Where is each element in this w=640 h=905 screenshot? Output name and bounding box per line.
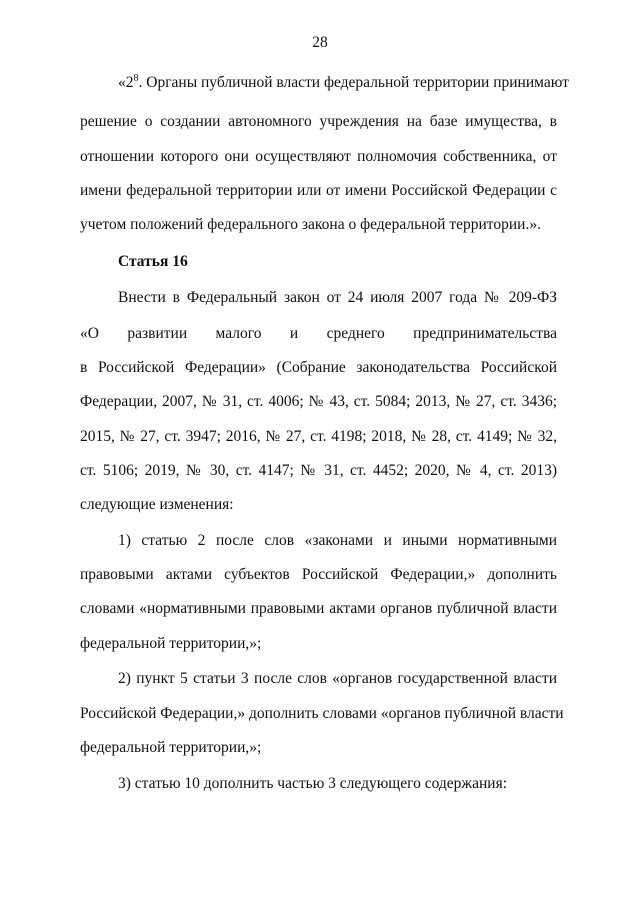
- paragraph-1-line-2: решение о создании автономного учреждения на базе имущества, в: [80, 113, 557, 130]
- paragraph-2-line-4: Федерации, 2007, № 31, ст. 4006; № 43, ст. 5084; 2013, № 27, ст. 3436;: [80, 393, 557, 410]
- item-3-line-1: 3) статью 10 дополнить частью 3 следующего содержания:: [118, 775, 508, 792]
- paragraph-1-line-4: имени федеральной территории или от имени Российской Федерации с: [80, 182, 557, 199]
- paragraph-2-line-6: ст. 5106; 2019, № 30, ст. 4147; № 31, ст. 4452; 2020, № 4, ст. 2013): [80, 462, 557, 479]
- item-1-line-3: словами «нормативными правовыми актами органов публичной власти: [80, 600, 557, 617]
- paragraph-2-line-1: Внести в Федеральный закон от 24 июля 2007 года № 209-ФЗ: [118, 289, 557, 306]
- paragraph-2-line-5: 2015, № 27, ст. 3947; 2016, № 27, ст. 4198; 2018, № 28, ст. 4149; № 32,: [80, 428, 557, 445]
- paragraph-2-line-7: следующие изменения:: [80, 496, 234, 513]
- quote-open-text: «2: [118, 74, 134, 91]
- item-2-line-2: Российской Федерации,» дополнить словами «органов публичной власти: [80, 705, 564, 722]
- item-1-line-2: правовыми актами субъектов Российской Федерации,» дополнить: [80, 566, 557, 583]
- paragraph-1-line-5: учетом положений федерального закона о федеральной территории.».: [80, 216, 541, 233]
- article-heading: Статья 16: [118, 253, 188, 270]
- superscript: 8: [133, 72, 139, 84]
- paragraph-2-line-3: в Российской Федерации» (Собрание законодательства Российской: [80, 359, 557, 376]
- page-number: 28: [312, 34, 328, 51]
- item-1-line-1: 1) статью 2 после слов «законами и иными нормативными: [118, 532, 557, 549]
- item-1-line-4: федеральной территории,»;: [80, 635, 262, 652]
- item-2-line-3: федеральной территории,»;: [80, 739, 262, 756]
- paragraph-2-line-2: «О развитии малого и среднего предпринимательства: [80, 325, 557, 342]
- paragraph-1-line-3: отношении которого они осуществляют полномочия собственника, от: [80, 148, 557, 165]
- paragraph-1-line-1: [118, 72, 569, 93]
- item-2-line-1: 2) пункт 5 статьи 3 после слов «органов государственной власти: [118, 670, 557, 687]
- paragraph-1-line-1-text: . Органы публичной власти федеральной территории принимают: [138, 74, 569, 91]
